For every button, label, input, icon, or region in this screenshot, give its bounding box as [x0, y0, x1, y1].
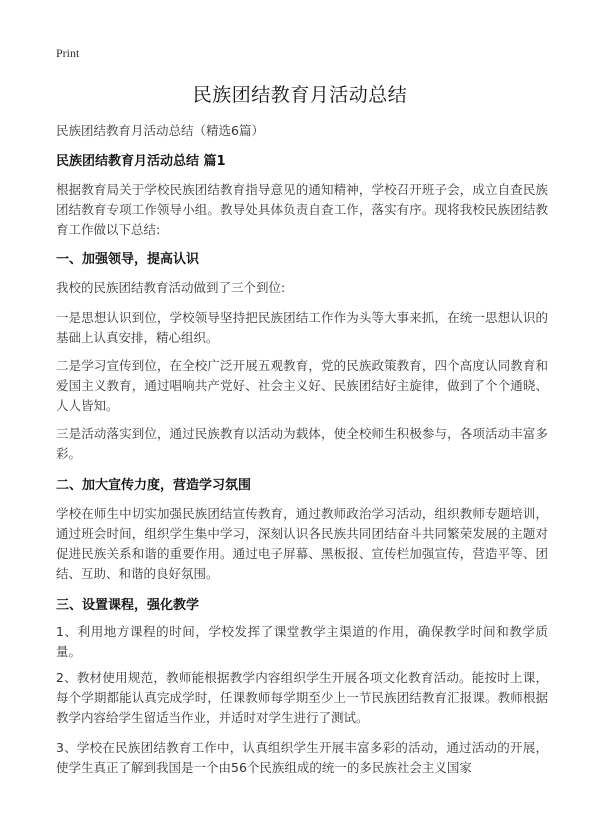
section-title: 民族团结教育月活动总结 篇1 [56, 154, 226, 169]
paragraph-study-promotion: 二是学习宣传到位，在全校广泛开展五观教育，党的民族政策教育，四个高度认同教育和爱国主义教育，通过唱响共产党好、社会主义好、民族团结好主旋律，做到了个个通晓、人人皆知。 [56, 358, 548, 413]
intro-paragraph: 根据教育局关于学校民族团结教育指导意见的通知精神，学校召开班子会，成立自查民族团结教育专项工作领导小组。教导处具体负责自查工作，落实有序。现将我校民族团结教育工作做以下总结: [56, 182, 548, 237]
print-link[interactable]: Print [56, 46, 80, 60]
page-title: 民族团结教育月活动总结 [192, 84, 408, 106]
paragraph-ideology: 一是思想认识到位，学校领导坚持把民族团结工作作为头等大事来抓，在统一思想认识的基础上认真安排，精心组织。 [56, 310, 548, 345]
paragraph-textbook-usage: 2、教材使用规范，教师能根据教学内容组织学生开展各项文化教育活动。能按时上课，每个学期都能认真完成学时，任课教师每学期至少上一节民族团结教育汇报课。教师根据教学内容给学生留适当作业，并适时对学生进行了测试。 [56, 670, 548, 725]
paragraph-student-activities: 3、学校在民族团结教育工作中，认真组织学生开展丰富多彩的活动，通过活动的开展，使学生真正了解到我国是一个由56个民族组成的统一的多民族社会主义国家 [56, 740, 548, 775]
paragraph-local-curriculum: 1、利用地方课程的时间，学校发挥了课堂教学主渠道的作用，确保教学时间和教学质量。 [56, 624, 548, 659]
paragraph-activities: 三是活动落实到位，通过民族教育以活动为载体，使全校师生积极参与，各项活动丰富多彩。 [56, 426, 548, 461]
document-subtitle: 民族团结教育月活动总结（精选6篇） [56, 123, 264, 138]
paragraph-publicity: 学校在师生中切实加强民族团结宣传教育，通过教师政治学习活动，组织教师专题培训，通过班会时间，组织学生集中学习，深刻认识各民族共同团结奋斗共同繁荣发展的主题对促进民族关系和谐的重要作用。通过电子屏幕、黑板报、宣传栏加强宣传，营造平等、团结、互助、和谐的良好氛围。 [56, 506, 548, 581]
heading-curriculum: 三、设置课程，强化教学 [56, 598, 200, 613]
heading-publicity: 二、加大宣传力度，营造学习氛围 [56, 478, 252, 493]
heading-leadership: 一、加强领导，提高认识 [56, 252, 200, 267]
paragraph-three-measures: 我校的民族团结教育活动做到了三个到位: [56, 280, 286, 295]
